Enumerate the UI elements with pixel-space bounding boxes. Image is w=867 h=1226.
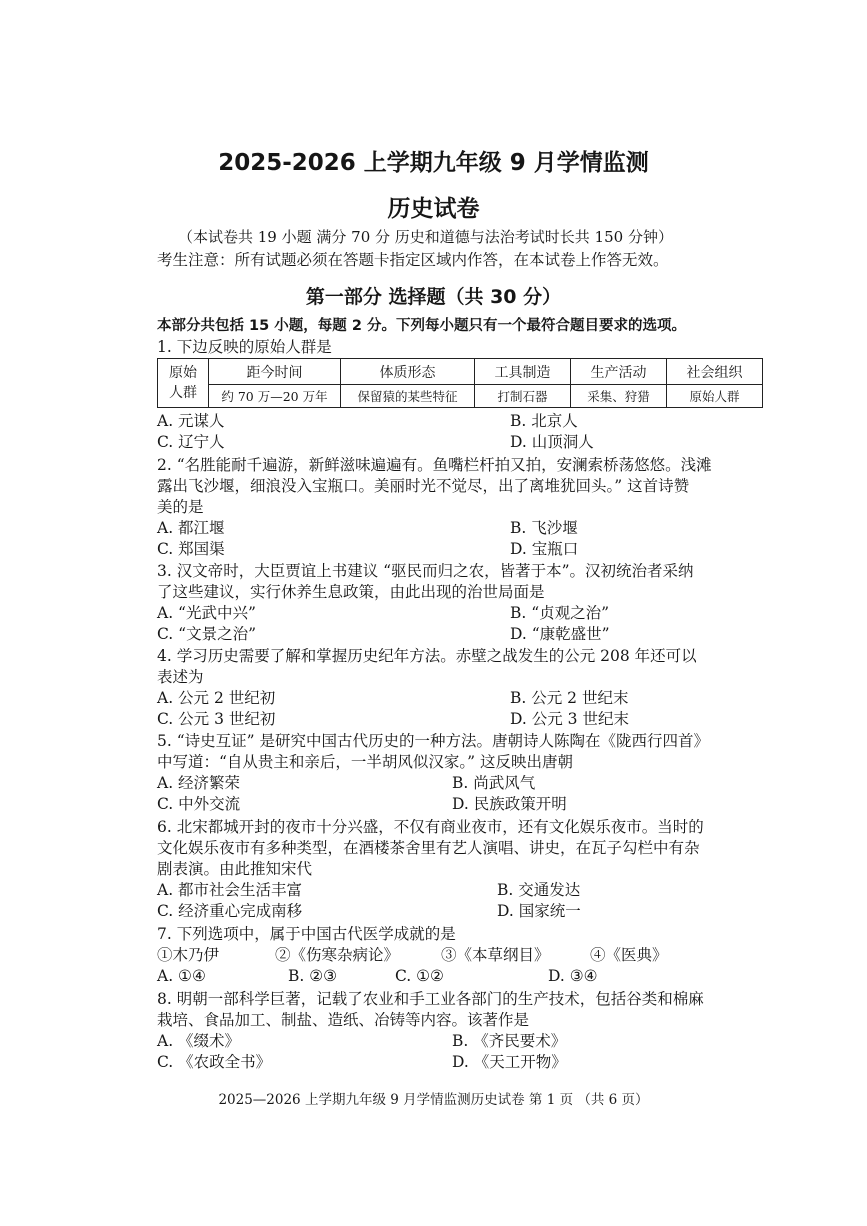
question-2-option-d: D. 宝瓶口 xyxy=(510,540,579,558)
question-8-option-b: B. 《齐民要术》 xyxy=(452,1032,567,1050)
question-7-option-a: A. ①④ xyxy=(157,967,206,985)
question-4-option-c: C. 公元 3 世纪初 xyxy=(157,710,276,728)
section-instruction: 本部分共包括 15 小题，每题 2 分。下列每小题只有一个最符合题目要求的选项。 xyxy=(157,318,686,334)
table-row-label-line-2: 人群 xyxy=(169,385,197,401)
table-cell: 打制石器 xyxy=(475,385,571,408)
question-6-option-b: B. 交通发达 xyxy=(497,881,581,899)
question-2-option-c: C. 郑国渠 xyxy=(157,540,225,558)
table-header-cell: 社会组织 xyxy=(667,359,763,385)
table-cell: 原始人群 xyxy=(667,385,763,408)
question-5-line: 5. “诗史互证” 是研究中国古代历史的一种方法。唐朝诗人陈陶在《陇西行四首》 xyxy=(157,732,709,750)
exam-title: 2025-2026 上学期九年级 9 月学情监测 xyxy=(218,150,649,176)
table-header-cell: 距今时间 xyxy=(209,359,341,385)
page-footer: 2025—2026 上学期九年级 9 月学情监测历史试卷 第 1 页 （共 6 页） xyxy=(218,1092,649,1108)
question-2-option-b: B. 飞沙堰 xyxy=(510,519,578,537)
table-header-cell: 体质形态 xyxy=(341,359,475,385)
table-cell: 保留猿的某些特征 xyxy=(341,385,475,408)
question-3-option-c: C. “文景之治” xyxy=(157,625,257,643)
question-8-line: 8. 明朝一部科学巨著，记载了农业和手工业各部门的生产技术，包括谷类和棉麻 xyxy=(157,990,704,1008)
question-2-line: 美的是 xyxy=(157,498,204,516)
question-3-line: 3. 汉文帝时，大臣贾谊上书建议 “驱民而归之农，皆著于本”。汉初统治者采纳 xyxy=(157,562,694,580)
question-6-line: 剧表演。由此推知宋代 xyxy=(157,860,313,878)
exam-info: （本试卷共 19 小题 满分 70 分 历史和道德与法治考试时长共 150 分钟） xyxy=(178,228,673,246)
question-7-item: ③《本草纲目》 xyxy=(441,946,550,964)
question-1-option-d: D. 山顶洞人 xyxy=(510,433,594,451)
table-header-cell: 工具制造 xyxy=(475,359,571,385)
question-7-option-b: B. ②③ xyxy=(288,967,338,985)
question-3-line: 了这些建议，实行休养生息政策，由此出现的治世局面是 xyxy=(157,583,545,601)
question-8-option-d: D. 《天工开物》 xyxy=(452,1053,567,1071)
question-4-option-a: A. 公元 2 世纪初 xyxy=(157,689,276,707)
question-2-option-a: A. 都江堰 xyxy=(157,519,225,537)
question-2-line: 露出飞沙堰，细浪没入宝瓶口。美丽时光不觉尽，出了离堆犹回头。” 这首诗赞 xyxy=(157,477,690,495)
question-2-line: 2. “名胜能耐千遍游，新鲜滋味遍遍有。鱼嘴栏杆拍又拍，安澜索桥荡悠悠。浅滩 xyxy=(157,456,712,474)
table-row-label-line-1: 原始 xyxy=(169,365,197,381)
question-8-option-c: C. 《农政全书》 xyxy=(157,1053,272,1071)
question-4-line: 4. 学习历史需要了解和掌握历史纪年方法。赤壁之战发生的公元 208 年还可以 xyxy=(157,647,697,665)
question-3-option-d: D. “康乾盛世” xyxy=(510,625,610,643)
question-7-item: ④《医典》 xyxy=(590,946,668,964)
question-7-item: ①木乃伊 xyxy=(157,946,220,964)
question-4-option-d: D. 公元 3 世纪末 xyxy=(510,710,629,728)
question-7-stem: 7. 下列选项中，属于中国古代医学成就的是 xyxy=(157,925,456,943)
table-cell: 采集、狩猎 xyxy=(571,385,667,408)
question-3-option-b: B. “贞观之治” xyxy=(510,604,610,622)
question-1-option-b: B. 北京人 xyxy=(510,412,578,430)
question-1-option-a: A. 元谋人 xyxy=(157,412,225,430)
question-6-line: 文化娱乐夜市有多种类型，在酒楼茶舍里有艺人演唱、讲史，在瓦子勾栏中有杂 xyxy=(157,839,700,857)
question-5-option-b: B. 尚武风气 xyxy=(452,774,536,792)
exam-notice: 考生注意：所有试题必须在答题卡指定区域内作答，在本试卷上作答无效。 xyxy=(157,251,669,269)
question-7-option-c: C. ①② xyxy=(395,967,444,985)
question-5-option-d: D. 民族政策开明 xyxy=(452,795,567,813)
question-5-option-a: A. 经济繁荣 xyxy=(157,774,241,792)
question-7-option-d: D. ③④ xyxy=(548,967,598,985)
table-header-cell: 生产活动 xyxy=(571,359,667,385)
question-5-line: 中写道：“自从贵主和亲后，一半胡风似汉家。” 这反映出唐朝 xyxy=(157,753,574,771)
exam-subtitle: 历史试卷 xyxy=(387,196,480,222)
question-3-option-a: A. “光武中兴” xyxy=(157,604,256,622)
question-6-option-d: D. 国家统一 xyxy=(497,902,581,920)
table-row-label xyxy=(158,359,209,408)
question-4-option-b: B. 公元 2 世纪末 xyxy=(510,689,629,707)
table-cell: 约 70 万—20 万年 xyxy=(209,385,341,408)
question-4-line: 表述为 xyxy=(157,668,204,686)
question-6-option-c: C. 经济重心完成南移 xyxy=(157,902,303,920)
question-6-line: 6. 北宋都城开封的夜市十分兴盛，不仅有商业夜市，还有文化娱乐夜市。当时的 xyxy=(157,818,704,836)
question-8-line: 栽培、食品加工、制盐、造纸、冶铸等内容。该著作是 xyxy=(157,1011,530,1029)
question-1-stem: 1. 下边反映的原始人群是 xyxy=(157,338,332,356)
question-5-option-c: C. 中外交流 xyxy=(157,795,241,813)
question-1-option-c: C. 辽宁人 xyxy=(157,433,225,451)
question-8-option-a: A. 《缀术》 xyxy=(157,1032,241,1050)
section-title: 第一部分 选择题（共 30 分） xyxy=(305,286,562,308)
question-7-item: ②《伤寒杂病论》 xyxy=(275,946,400,964)
question-6-option-a: A. 都市社会生活丰富 xyxy=(157,881,303,899)
question-1-table xyxy=(157,358,763,408)
